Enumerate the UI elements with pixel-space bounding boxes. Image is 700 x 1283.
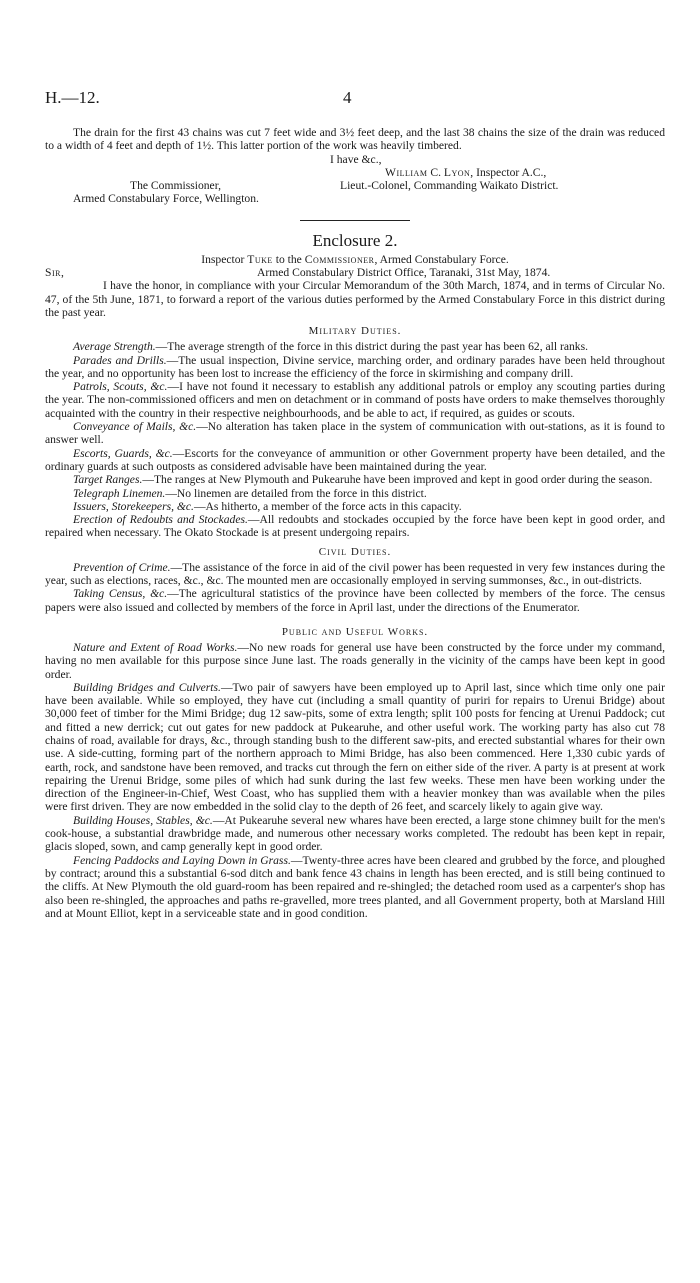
item-body: —I have not found it necessary to establish any additional patrols or employ any scouting parties during the year. The non-commissioned officers and men on detachment or in command of posts have orders to make themselves thoroughly acquainted with the country in their respective neighbourhoods, and be able to act, if required, as guides or scouts. — [45, 380, 666, 420]
list-item — [45, 561, 665, 588]
item-body: —The ranges at New Plymouth and Pukearuhe have been improved and kept in good order during the season. — [142, 473, 653, 487]
signatory-rank: Lieut.-Colonel, Commanding Waikato District. — [340, 179, 559, 193]
heading-military-duties: Military Duties. — [308, 325, 402, 338]
list-item — [45, 487, 665, 500]
item-body: —No linemen are detailed from the force in this district. — [165, 486, 427, 500]
page-number: 4 — [343, 88, 352, 107]
closing: I have &c., — [330, 152, 382, 166]
enclosure-title: Enclosure 2. — [312, 230, 398, 250]
item-title: Parades and Drills. — [73, 353, 167, 367]
list-item — [45, 641, 665, 681]
list-item — [45, 854, 665, 920]
item-title: Conveyance of Mails, &c. — [73, 420, 197, 434]
item-title: Building Houses, Stables, &c. — [73, 813, 213, 827]
item-title: Erection of Redoubts and Stockades. — [73, 513, 248, 527]
list-item — [45, 420, 665, 447]
item-title: Average Strength. — [73, 340, 156, 354]
page-header — [45, 88, 665, 108]
signature-line-3 — [45, 179, 665, 192]
list-item — [45, 814, 665, 854]
item-body: —Escorts for the conveyance of ammunition or other Government property have been detailed, and the ordinary guards at such outposts as considered advisable have been maintained during the year. — [45, 446, 665, 473]
civil-duties-list — [45, 561, 665, 614]
list-item — [45, 380, 665, 420]
signatory-first-name: William — [385, 165, 428, 179]
item-title: Taking Census, &c. — [73, 587, 168, 601]
list-item — [45, 513, 665, 540]
heading-public-works: Public and Useful Works. — [281, 625, 429, 638]
paragraph-intro: I have the honor, in compliance with your Circular Memorandum of the 30th March, 1874, and in terms of Circular No. 47, of the 5th June, 1871, to forward a report of the various duties performed by the Armed Constabulary Force in this district during the past year. — [45, 279, 665, 319]
to-name: Commissioner — [304, 252, 375, 266]
signature-line-2 — [45, 166, 665, 179]
heading-civil-duties: Civil Duties. — [318, 545, 392, 558]
military-duties-list — [45, 340, 665, 539]
list-item — [45, 681, 665, 814]
addressee-1: The Commissioner, — [130, 179, 221, 193]
item-title: Target Ranges. — [73, 473, 143, 487]
item-body: —The assistance of the force in aid of the civil power has been requested in very few instances during the year, such as elections, races, &c., &c. The mounted men are occasionally employed in serving summonses, &c., in out-districts. — [45, 560, 666, 588]
item-title: Patrols, Scouts, &c. — [73, 380, 168, 394]
item-title: Escorts, Guards, &c. — [73, 446, 173, 460]
salutation: Sir, — [45, 266, 65, 280]
signatory-initial: C. — [427, 165, 444, 179]
item-title: Telegraph Linemen. — [73, 486, 166, 500]
list-item — [45, 447, 665, 474]
signature-line-1 — [45, 153, 665, 166]
salutation-line — [45, 266, 665, 279]
item-body: —The usual inspection, Divine service, marching order, and ordinary parades have been held throughout the year, and no opportunity has been lost to increase the efficiency of the force in skirmishing and company drill. — [45, 353, 665, 380]
section-divider — [300, 220, 410, 221]
item-body: —At Pukearuhe several new whares have been erected, a large stone chimney built for the men's cook-house, a substantial drawbridge made, and numerous other necessary works completed. The redoubt has been kept in repair, glacis sloped, sown, and camp generally kept in good order. — [45, 813, 665, 854]
item-title: Building Bridges and Culverts. — [73, 680, 221, 694]
signatory-name — [385, 166, 546, 179]
item-body: —Twenty-three acres have been cleared and grubbed by the force, and ploughed by contract; around this a substantial 6-sod ditch and bank fence 43 chains in length has been erected, and is still being continued to the cliffs. At New Plymouth the old guard-room has been repaired and re-shingled; the detached room used as a carpenter's shop has also been re-shingled, the approaches and paths re-gravelled, more trees planted, and all Government property, both at Marsland Hill and at Mount Elliot, kept in a serviceable state and in good condition. — [45, 853, 665, 920]
signature-line-4 — [45, 192, 665, 205]
item-body: —No alteration has taken place in the system of communication with out-stations, as it is found to answer well. — [45, 420, 665, 447]
item-body: —As hitherto, a member of the force acts in this capacity. — [193, 499, 462, 513]
list-item — [45, 354, 665, 381]
enclosure-from — [45, 253, 665, 266]
office-dateline: Armed Constabulary District Office, Taranaki, 31st May, 1874. — [257, 266, 551, 280]
from-text-1: Inspector — [201, 252, 248, 266]
page-body — [45, 126, 665, 920]
paragraph-drain: The drain for the first 43 chains was cut 7 feet wide and 3½ feet deep, and the last 38 chains the size of the drain was reduced to a width of 4 feet and depth of 1½. This latter portion of the work was heavily timbered. — [45, 126, 665, 153]
item-title: Prevention of Crime. — [73, 560, 171, 574]
public-works-list — [45, 641, 665, 920]
item-body: —The average strength of the force in this district during the past year has been 62, all ranks. — [155, 340, 589, 354]
list-item — [45, 340, 665, 353]
list-item — [45, 587, 665, 614]
item-body: —No new roads for general use have been constructed by the force under my command, having no men available for this purpose since June last. The roads generally in the vicinity of the camps have been kept in good order. — [45, 640, 665, 681]
item-body: —The agricultural statistics of the province have been collected by members of the force. The census papers were also issued and collected by members of the force in April last, under the directions of the Enumerator. — [45, 587, 665, 614]
item-body: —Two pair of sawyers have been employed up to April last, since which time only one pair have been available. While so employed, they have cut (including a small quantity of puriri for repairs to Urenui Bridge) about 30,000 feet of timber for the Mimi Bridge; dug 12 saw-pits, some of extra length; split 100 posts for fencing at Urenui Paddock; cut and fitted a new derrick; cut out gates for new paddock at Pukearuhe, and other useful work. The working party has also cut 78 chains of road, available for drays, &c., through standing bush to the different saw-pits, and erected substantial whares for their own use. A side-cutting, forming part of the northern approach to Mimi Bridge, has also been commenced. Here 1,330 cubic yards of earth, rock, and sandstone have been removed, and tracks cut through the fern on either side of the river. A party is at present at work repairing the Urenui Bridge, some piles of which had sunk during the last few weeks. These men have been working under the direction of the Engineer-in-Chief, West Coast, who has supplied them with a heavier monkey than was available when the piles were first driven. They are now embedded in the solid clay to the depth of 26 feet, and scarcely likely to again give way. — [45, 680, 665, 814]
from-text-2: to the — [272, 252, 305, 266]
signatory-title: , Inspector A.C., — [470, 165, 547, 179]
list-item — [45, 500, 665, 513]
from-text-3: , Armed Constabulary Force. — [374, 252, 509, 266]
item-title: Nature and Extent of Road Works. — [73, 640, 238, 654]
item-title: Issuers, Storekeepers, &c. — [73, 499, 194, 513]
document-number: H.—12. — [45, 88, 100, 107]
addressee-2: Armed Constabulary Force, Wellington. — [73, 192, 259, 206]
signatory-surname: Lyon — [443, 165, 471, 179]
item-title: Fencing Paddocks and Laying Down in Grass. — [73, 853, 291, 867]
item-body: —All redoubts and stockades occupied by the force have been kept in good order, and repaired when necessary. The Okato Stockade is at present undergoing repairs. — [45, 513, 665, 540]
from-name: Tuke — [247, 252, 273, 266]
list-item — [45, 473, 665, 486]
